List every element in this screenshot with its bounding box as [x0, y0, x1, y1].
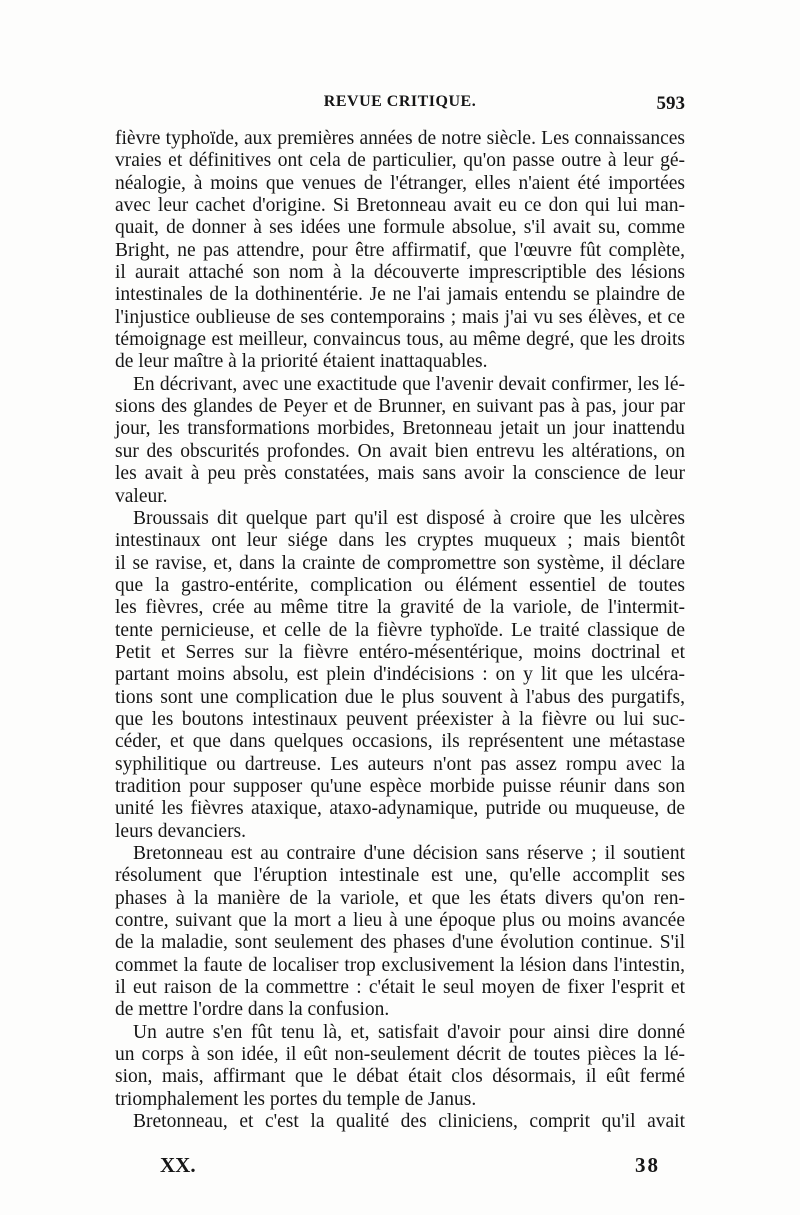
text-line: Bright, ne pas attendre, pour être affirmatif, que l'œuvre fût complète, — [115, 239, 685, 261]
text-line: partant moins absolu, est plein d'indécisions : on y lit que les ulcéra- — [115, 664, 685, 686]
body-text — [115, 128, 685, 1133]
text-line: intestinaux ont leur siége dans les cryptes muqueux ; mais bientôt — [115, 530, 685, 552]
page-header — [115, 93, 685, 119]
text-line: résolument que l'éruption intestinale est une, qu'elle accomplit ses — [115, 865, 685, 887]
text-line: intestinales de la dothinentérie. Je ne l'ai jamais entendu se plaindre de — [115, 284, 685, 306]
text-line: En décrivant, avec une exactitude que l'avenir devait confirmer, les lé- — [133, 373, 685, 395]
text-line: il aurait attaché son nom à la découverte imprescriptible des lésions — [115, 262, 685, 284]
text-line: commet la faute de localiser trop exclusivement la lésion dans l'intestin, — [115, 954, 685, 976]
text-line: tions sont une complication due le plus souvent à l'abus des purgatifs, — [115, 686, 685, 708]
text-line: unité les fièvres ataxique, ataxo-adynamique, putride ou muqueuse, de — [115, 798, 685, 820]
text-line: quait, de donner à ses idées une formule absolue, s'il avait su, comme — [115, 217, 685, 239]
running-title: REVUE CRITIQUE. — [323, 93, 477, 110]
text-line: tradition pour supposer qu'une espèce morbide puisse réunir dans son — [115, 775, 685, 797]
text-line: syphilitique ou dartreuse. Les auteurs n'ont pas assez rompu avec la — [115, 753, 685, 775]
text-line: triomphalement les portes du temple de Janus. — [115, 1088, 477, 1110]
text-line: sion, mais, affirmant que le débat était clos désormais, il eût fermé — [115, 1066, 685, 1088]
text-line: valeur. — [115, 485, 168, 507]
text-line: de leur maître à la priorité étaient inattaquables. — [115, 351, 488, 373]
text-line: les fièvres, crée au même titre la gravité de la variole, de l'intermit- — [115, 597, 685, 619]
text-line: sions des glandes de Peyer et de Brunner, en suivant pas à pas, jour par — [115, 396, 685, 418]
text-line: tente pernicieuse, et celle de la fièvre typhoïde. Le traité classique de — [115, 619, 685, 641]
page-footer — [160, 1153, 660, 1183]
text-line: leurs devanciers. — [115, 820, 247, 842]
page-number: 593 — [656, 93, 685, 114]
signature-mark: XX. — [160, 1153, 196, 1177]
text-line: que les boutons intestinaux peuvent préexister à la fièvre ou lui suc- — [115, 708, 685, 730]
text-line: l'injustice oublieuse de ses contemporains ; mais j'ai vu ses élèves, et ce — [115, 306, 685, 328]
text-line: les avait à peu près constatées, mais sans avoir la conscience de leur — [115, 463, 685, 485]
sheet-number: 38 — [635, 1153, 660, 1177]
text-line: témoignage est meilleur, convaincus tous, au même degré, que les droits — [115, 329, 685, 351]
text-line: jour, les transformations morbides, Bretonneau jetait un jour inattendu — [115, 418, 685, 440]
text-line: avec leur cachet d'origine. Si Bretonneau avait eu ce don qui lui man- — [115, 195, 685, 217]
text-line: que la gastro-entérite, complication ou élément essentiel de toutes — [115, 574, 685, 596]
text-line: néalogie, à moins que venues de l'étranger, elles n'aient été importées — [115, 172, 685, 194]
text-line: de mettre l'ordre dans la confusion. — [115, 999, 390, 1021]
text-line: Broussais dit quelque part qu'il est disposé à croire que les ulcères — [133, 507, 685, 529]
text-line: il se ravise, et, dans la crainte de compromettre son système, il déclare — [115, 552, 685, 574]
text-line: phases à la manière de la variole, et que les états divers qu'on ren- — [115, 887, 685, 909]
text-line: vraies et définitives ont cela de particulier, qu'on passe outre à leur gé- — [115, 150, 685, 172]
text-line: un corps à son idée, il eût non-seulement décrit de toutes pièces la lé- — [115, 1044, 685, 1066]
text-line: fièvre typhoïde, aux premières années de notre siècle. Les connaissances — [115, 128, 685, 149]
text-line: Bretonneau est au contraire d'une décision sans réserve ; il soutient — [133, 843, 685, 864]
text-line: contre, suivant que la mort a lieu à une époque plus ou moins avancée — [115, 910, 685, 932]
text-line: de la maladie, sont seulement des phases d'une évolution continue. S'il — [115, 932, 685, 954]
text-line: Un autre s'en fût tenu là, et, satisfait d'avoir pour ainsi dire donné — [133, 1021, 685, 1043]
text-line: Bretonneau, et c'est la qualité des cliniciens, comprit qu'il avait — [133, 1111, 685, 1133]
text-line: Petit et Serres sur la fièvre entéro-mésentérique, moins doctrinal et — [115, 641, 685, 663]
text-line: il eut raison de la commettre : c'était le seul moyen de fixer l'esprit et — [115, 977, 685, 999]
text-line: sur des obscurités profondes. On avait bien entrevu les altérations, on — [115, 440, 685, 462]
text-line: céder, et que dans quelques occasions, ils représentent une métastase — [115, 731, 685, 753]
